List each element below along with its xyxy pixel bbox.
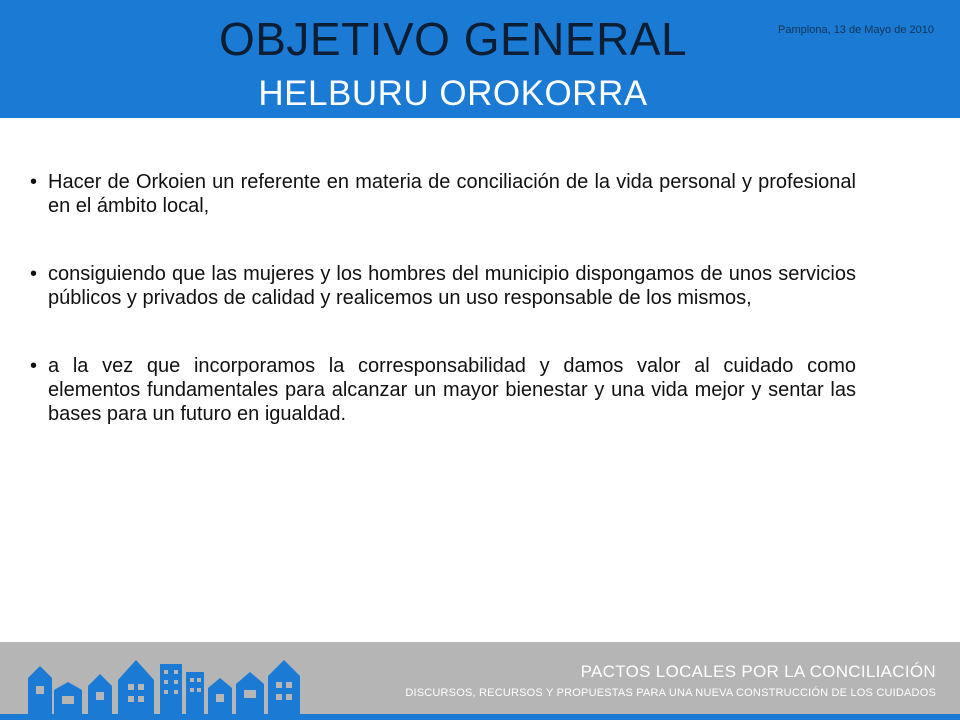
footer-title: PACTOS LOCALES POR LA CONCILIACIÓN [580,662,936,681]
footer-banner [0,642,960,720]
bullet-text: Hacer de Orkoien un referente en materia de conciliación de la vida personal y profesional en el ámbito local, [48,171,856,217]
bullet-item [30,262,856,310]
date-label: Pamplona, 13 de Mayo de 2010 [778,24,934,36]
bullet-item [30,354,856,426]
bullet-mark: • [30,263,38,285]
bullet-mark: • [30,171,38,193]
footer-subtitle: DISCURSOS, RECURSOS Y PROPUESTAS PARA UNA NUEVA CONSTRUCCIÓN DE LOS CUIDADOS [405,687,936,699]
slide-title: OBJETIVO GENERAL [218,13,688,65]
slide-subtitle: HELBURU OROKORRA [258,74,648,113]
bullet-mark: • [30,355,38,377]
header-banner [0,0,960,118]
bullet-item [30,170,856,218]
bullet-list [30,170,856,470]
bullet-text: a la vez que incorporamos la corresponsabilidad y damos valor al cuidado como elementos fundamentales para alcanzar un mayor bienestar y una vida mejor y sentar las bases para un futuro en igualdad. [48,355,856,425]
bullet-text: consiguiendo que las mujeres y los hombres del municipio dispongamos de unos servicios públicos y privados de calidad y realicemos un uso responsable de los mismos, [48,263,856,309]
city-skyline-icon [22,654,322,714]
footer-divider [0,714,960,720]
